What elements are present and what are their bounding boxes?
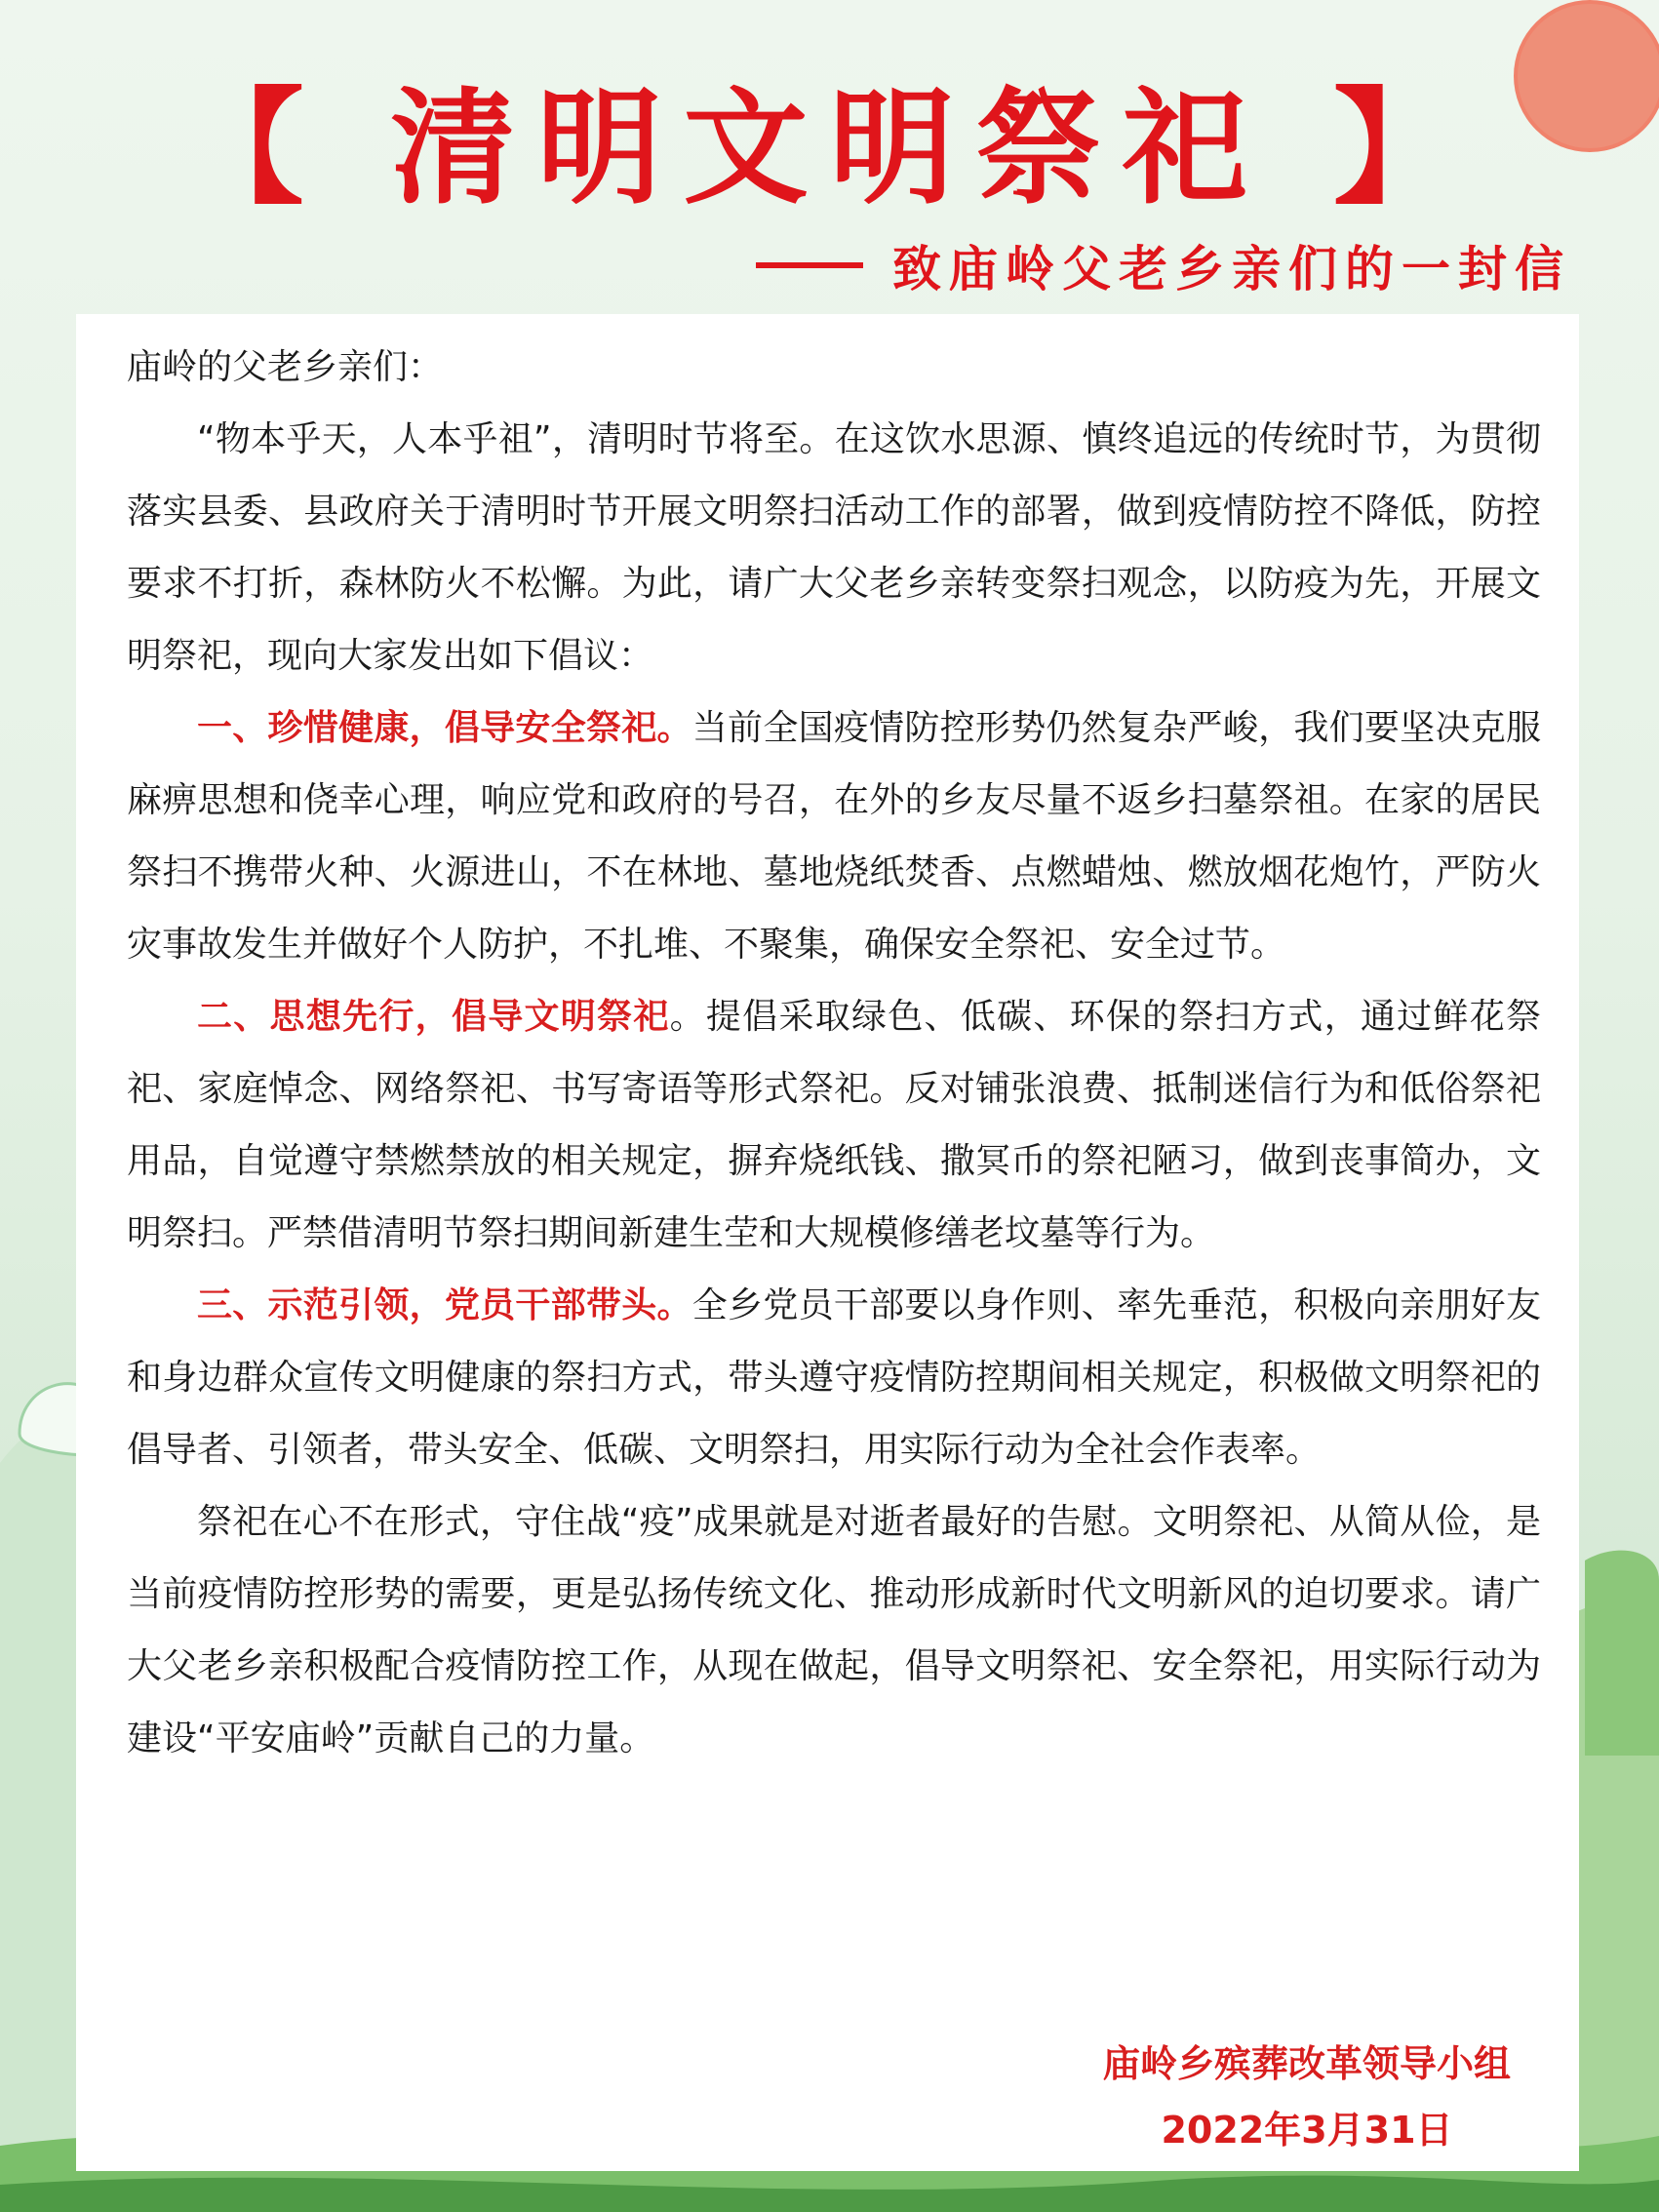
item-paragraph-2 [127, 981, 1541, 1270]
item-text-1: 当前全国疫情防控形势仍然复杂严峻，我们要坚决克服麻痹思想和侥幸心理，响应党和政府的号召，在外的乡友尽量不返乡扫墓祭祖。在家的居民祭扫不携带火种、火源进山，不在林地、墓地烧纸焚香、点燃蜡烛、燃放烟花炮竹，严防火灾事故发生并做好个人防护，不扎堆、不聚集，确保安全祭祀、安全过节。 [127, 708, 1541, 965]
salutation: 庙岭的父老乡亲们： [127, 347, 444, 387]
intro-paragraph: “物本乎天，人本乎祖”，清明时节将至。在这饮水思源、慎终追远的传统时节，为贯彻落实县委、县政府关于清明时节开展文明祭扫活动工作的部署，做到疫情防控不降低，防控要求不打折，森林防火不松懈。为此，请广大父老乡亲转变祭扫观念，以防疫为先，开展文明祭祀，现向大家发出如下倡议： [127, 419, 1541, 676]
item-text-2: 。提倡采取绿色、低碳、环保的祭扫方式，通过鲜花祭祀、家庭悼念、网络祭祀、书写寄语等形式祭祀。反对铺张浪费、抵制迷信行为和低俗祭祀用品，自觉遵守禁燃禁放的相关规定，摒弃烧纸钱、撒冥币的祭祀陋习，做到丧事简办，文明祭扫。严禁借清明节祭扫期间新建生茔和大规模修缮老坟墓等行为。 [127, 997, 1541, 1253]
subtitle-row [756, 234, 1571, 296]
item-heading-2: 二、思想先行，倡导文明祭祀 [197, 997, 670, 1037]
subtitle-dash [756, 262, 863, 268]
tree-right-icon [1585, 1551, 1659, 1756]
item-text-3: 全乡党员干部要以身作则、率先垂范，积极向亲朋好友和身边群众宣传文明健康的祭扫方式，带头遵守疫情防控期间相关规定，积极做文明祭祀的倡导者、引领者，带头安全、低碳、文明祭扫，用实际行动为全社会作表率。 [127, 1285, 1541, 1470]
closing-paragraph: 祭祀在心不在形式，守住战“疫”成果就是对逝者最好的告慰。文明祭祀、从简从俭，是当前疫情防控形势的需要，更是弘扬传统文化、推动形成新时代文明新风的迫切要求。请广大父老乡亲积极配合疫情防控工作，从现在做起，倡导文明祭祀、安全祭祀，用实际行动为建设“平安庙岭”贡献自己的力量。 [127, 1502, 1541, 1758]
signature-block [1073, 2031, 1541, 2163]
letter-body [127, 332, 1541, 1775]
item-heading-3: 三、示范引领，党员干部带头。 [197, 1285, 692, 1325]
page-subtitle: 致庙岭父老乡亲们的一封信 [892, 241, 1571, 297]
item-heading-1: 一、珍惜健康，倡导安全祭祀。 [197, 708, 692, 748]
page-title: 【 清明文明祭祀 】 [178, 76, 1481, 221]
item-paragraph-3 [127, 1270, 1541, 1486]
signature-date: 2022年3月31日 [1161, 2109, 1453, 2152]
item-paragraph-1 [127, 692, 1541, 981]
signature-organization: 庙岭乡殡葬改革领导小组 [1102, 2042, 1511, 2085]
